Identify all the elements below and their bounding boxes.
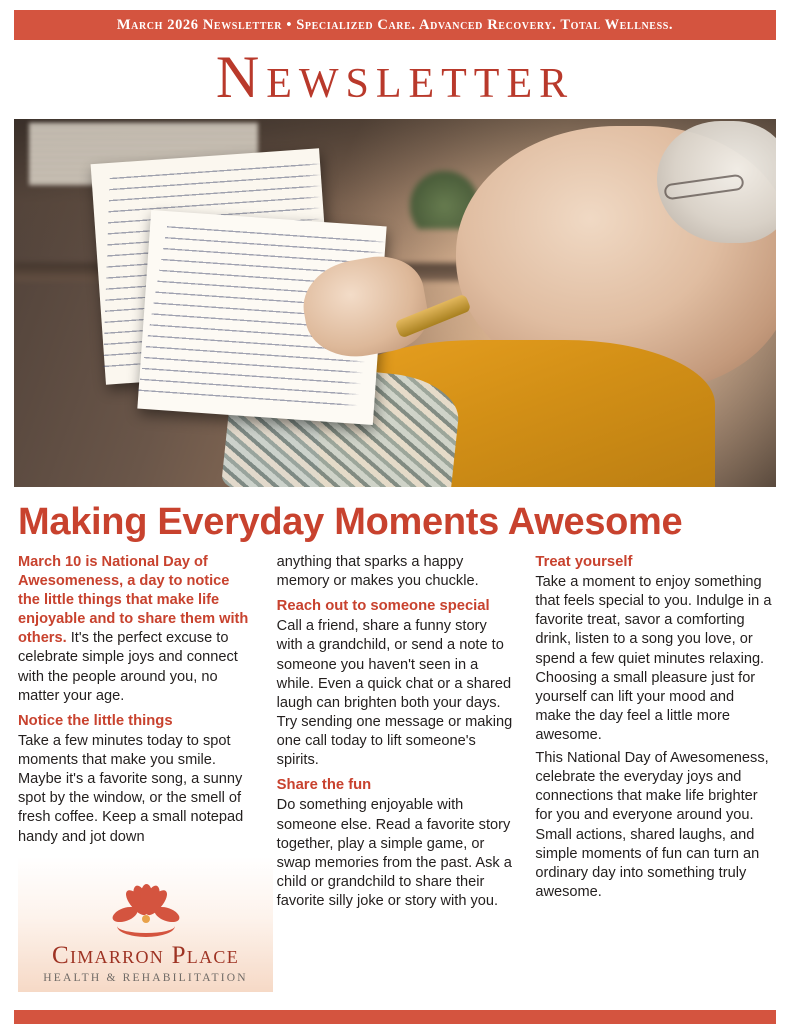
- top-banner: [14, 10, 776, 40]
- section-body-notice-cont: anything that sparks a happy memory or makes you chuckle.: [276, 553, 479, 589]
- section-body-reach-out: Call a friend, share a funny story with a grandchild, or send a note to someone you haven't seen in a while. Even a quick chat or a shared laugh can brighten both your days. Try sending one message or making one call today to lift someone's spirits.: [276, 618, 513, 769]
- intro-lead: March 10 is National Day of Awesomeness, a day to notice the little things that make life enjoyable and to share them with others.: [18, 553, 249, 647]
- lotus-center: [142, 915, 150, 923]
- column-3: [535, 553, 772, 953]
- section-heading-share-fun: Share the fun: [276, 777, 372, 794]
- intro-paragraph: [18, 553, 255, 706]
- intro-rest: It's the perfect excuse to celebrate simple joys and connect with the people around you, no matter your age.: [18, 630, 238, 704]
- section-body-share-fun: Do something enjoyable with someone else. Read a favorite story together, play a simple game, or swap memories from the past. Ask a child or grandchild to share their favorite silly joke or story with you.: [276, 797, 512, 909]
- section-heading-reach-out: Reach out to someone special: [276, 598, 490, 615]
- section-body-closing: This National Day of Awesomeness, celebrate the everyday joys and connections that make life brighter for you and everyone around you. Small actions, shared laughs, and simple moments of fun can turn an ordinary day into something truly awesome.: [535, 750, 769, 900]
- section-heading-treat-yourself: Treat yourself: [535, 553, 633, 570]
- logo-subtitle: HEALTH & REHABILITATION: [43, 972, 248, 984]
- column-2: [277, 553, 514, 953]
- lotus-flower-icon: [104, 882, 188, 938]
- section-body-treat-yourself: Take a moment to enjoy something that feels special to you. Indulge in a favorite treat, savor a comforting drink, listen to a song you love, or spend a few quiet minutes relaxing. Choosing a small pleasure just for yourself can lift your mood and make the day feel a little more awesome.: [535, 574, 772, 743]
- organization-logo: [18, 857, 273, 992]
- section-body-notice: Take a few minutes today to spot moments that make you smile. Maybe it's a favorite song, a sunny spot by the window, or the smell of fresh coffee. Keep a small notepad handy and jot down: [18, 733, 244, 845]
- logo-name: Cimarron Place: [51, 942, 240, 969]
- newsletter-page: [0, 10, 790, 1024]
- section-heading-notice: Notice the little things: [18, 712, 173, 729]
- masthead: [0, 40, 790, 119]
- hero-photo: [14, 119, 776, 487]
- article-headline: Making Everyday Moments Awesome: [18, 501, 683, 543]
- page-title: Newsletter: [215, 44, 575, 110]
- footer-bar: [14, 1010, 776, 1024]
- banner-text: March 2026 Newsletter • Specialized Care. Advanced Recovery. Total Wellness.: [116, 16, 674, 33]
